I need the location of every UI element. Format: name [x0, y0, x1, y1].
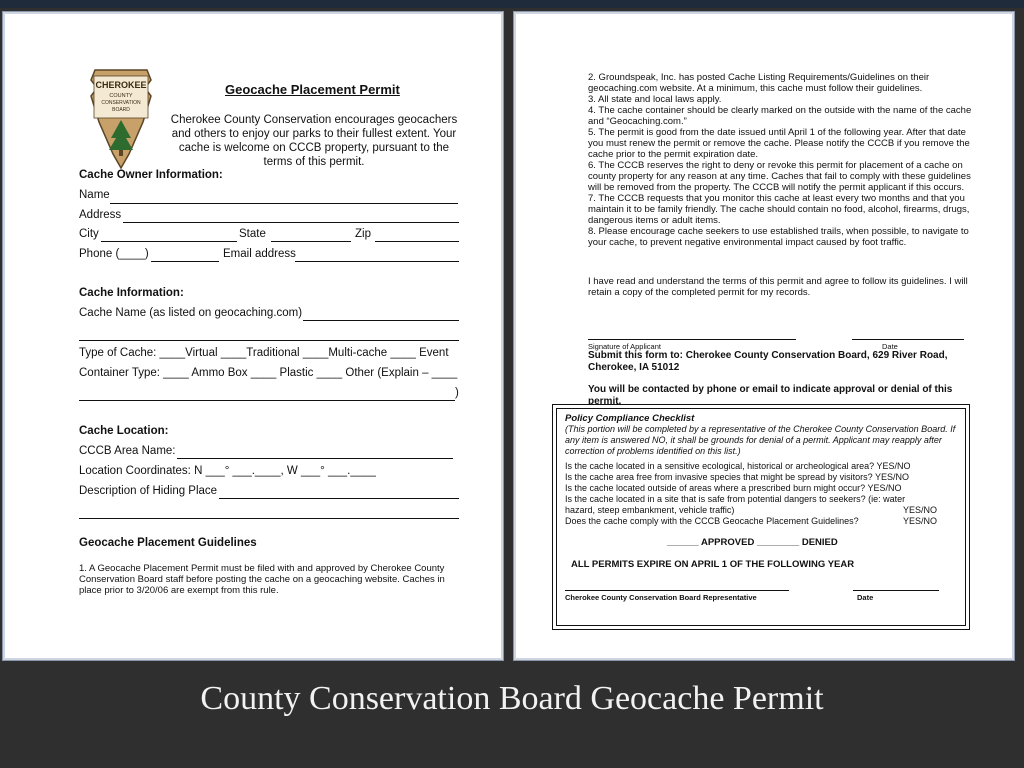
- logo-text-4: BOARD: [112, 107, 130, 113]
- location-heading: Cache Location:: [79, 425, 169, 437]
- guideline-1: 1. A Geocache Placement Permit must be filed with and approved by Cherokee County Conservation Board staff before posting the cache on a geocaching website. Caches in place prior to 3/20/06 are exempt from this rule.: [79, 563, 445, 596]
- approval-line[interactable]: ______ APPROVED ________ DENIED: [667, 537, 838, 548]
- yes-no-option[interactable]: YES/NO: [903, 516, 938, 526]
- signature-label: Signature of Applicant: [588, 342, 661, 351]
- checklist-question: Does the cache comply with the CCCB Geocache Placement Guidelines?: [565, 516, 859, 526]
- agreement-text: I have read and understand the terms of this permit and agree to follow its guidelines. I will retain a copy of the completed permit for my records.: [588, 276, 968, 298]
- guideline-4: 4. The cache container should be clearly marked on the outside with the name of the cache and “Geocaching.com.”: [588, 105, 972, 127]
- cache-name-field[interactable]: [303, 320, 459, 321]
- permit-title: Geocache Placement Permit: [225, 82, 400, 97]
- hiding-place-field-2[interactable]: [79, 518, 459, 519]
- checklist-question: Is the cache located in a site that is safe from potential dangers to seekers? (ie: water: [565, 494, 906, 504]
- owner-heading: Cache Owner Information:: [79, 169, 223, 181]
- date-field[interactable]: [852, 339, 964, 340]
- container-type-line: Container Type: ____ Ammo Box ____ Plastic ____ Other (Explain – ____: [79, 367, 458, 379]
- address-label: Address: [79, 209, 122, 221]
- phone-label: Phone (____): [79, 248, 149, 260]
- name-field[interactable]: [110, 203, 458, 204]
- intro-text: Cherokee County Conservation encourages geocachers and others to enjoy our parks to their fullest extent. Your cache is welcome on CCCB property, pursuant to the terms of this permit.: [170, 114, 458, 168]
- guideline-8: 8. Please encourage cache seekers to use established trails, when possible, to navigate to your cache, to prevent negative environmental impact caused by foot traffic.: [588, 226, 969, 248]
- checklist-note: (This portion will be completed by a representative of the Cherokee County Conservation Board. If any item is answered NO, it shall be grounds for denial of a permit. Applicant may reapply after correction of problems identified on this list.): [565, 424, 956, 456]
- email-label: Email address: [223, 248, 296, 260]
- address-field[interactable]: [123, 222, 459, 223]
- checklist-question: hazard, steep embankment, vehicle traffic): [565, 505, 735, 515]
- hiding-place-label: Description of Hiding Place: [79, 485, 218, 497]
- checklist-question: Is the cache area free from invasive species that might be spread by visitors? YES/NO: [565, 472, 909, 482]
- guidelines-heading: Geocache Placement Guidelines: [79, 537, 257, 549]
- arrowhead-logo: [85, 62, 157, 170]
- checklist-question: Is the cache located outside of areas where a prescribed burn might occur? YES/NO: [565, 483, 902, 493]
- email-field[interactable]: [295, 261, 459, 262]
- zip-label: Zip: [355, 228, 371, 240]
- area-name-field[interactable]: [177, 458, 453, 459]
- permit-page-2: [513, 11, 1015, 661]
- slide-caption: County Conservation Board Geocache Permit: [200, 680, 824, 717]
- logo-text-2: COUNTY: [109, 93, 133, 99]
- yes-no-option[interactable]: YES/NO: [903, 505, 938, 515]
- expiration-notice: ALL PERMITS EXPIRE ON APRIL 1 OF THE FOLLOWING YEAR: [571, 559, 855, 570]
- state-field[interactable]: [271, 241, 351, 242]
- representative-signature-field[interactable]: [565, 590, 789, 591]
- cache-type-line: Type of Cache: ____Virtual ____Traditional ____Multi-cache ____ Event: [79, 347, 449, 359]
- cache-info-heading: Cache Information:: [79, 287, 184, 299]
- container-explain-field[interactable]: [79, 400, 455, 401]
- checklist-title: Policy Compliance Checklist: [565, 413, 695, 424]
- logo-text-3: CONSERVATION: [101, 100, 141, 106]
- top-bar: [0, 0, 1024, 8]
- submit-instructions: Submit this form to: Cherokee County Conservation Board, 629 River Road, Cherokee, IA 51012: [588, 350, 948, 373]
- checklist-date-field[interactable]: [853, 590, 939, 591]
- signature-field[interactable]: [588, 339, 796, 340]
- zip-field[interactable]: [375, 241, 459, 242]
- state-label: State: [239, 228, 266, 240]
- guideline-2: 2. Groundspeak, Inc. has posted Cache Listing Requirements/Guidelines on their geocaching.com website. At a minimum, this cache must follow their guidelines.: [588, 72, 930, 94]
- guideline-6: 6. The CCCB reserves the right to deny or revoke this permit for placement of a cache on county property for any reason at any time. Caches that fail to comply with these guidelines will be removed from the property. The CCCB will notify the permit applicant if this occurs.: [588, 160, 971, 193]
- checklist-question: Is the cache located in a sensitive ecological, historical or archeological area? YES/NO: [565, 461, 911, 471]
- close-paren: ): [455, 387, 459, 399]
- compliance-checklist: [556, 408, 966, 626]
- contact-notice: You will be contacted by phone or email to indicate approval or denial of this permit.: [588, 384, 953, 407]
- logo-text-1: CHEROKEE: [95, 80, 147, 90]
- city-label: City: [79, 228, 99, 240]
- cache-name-field-2[interactable]: [79, 340, 459, 341]
- guidelines-list: [588, 72, 972, 248]
- representative-label: Cherokee County Conservation Board Representative: [565, 593, 757, 602]
- guideline-3: 3. All state and local laws apply.: [588, 94, 722, 105]
- checklist-date-label: Date: [857, 593, 874, 602]
- area-name-label: CCCB Area Name:: [79, 445, 176, 457]
- permit-page-1: [2, 11, 504, 661]
- coordinates-line: Location Coordinates: N ___° ___.____, W ___° ___.____: [79, 465, 376, 477]
- date-label: Date: [882, 342, 898, 351]
- name-label: Name: [79, 189, 110, 201]
- city-field[interactable]: [101, 241, 237, 242]
- guideline-7: 7. The CCCB requests that you monitor this cache at least every two months and that you maintain it to be family friendly. The cache should contain no food, alcohol, firearms, drugs, dangerous items or adult items.: [588, 193, 970, 226]
- cache-name-label: Cache Name (as listed on geocaching.com): [79, 307, 303, 319]
- hiding-place-field[interactable]: [219, 498, 459, 499]
- guideline-5: 5. The permit is good from the date issued until April 1 of the following year. After that date you must renew the permit or remove the cache. Please notify the CCCB if you remove the cache prior to the permit expiration date.: [588, 127, 970, 160]
- phone-field[interactable]: [151, 261, 219, 262]
